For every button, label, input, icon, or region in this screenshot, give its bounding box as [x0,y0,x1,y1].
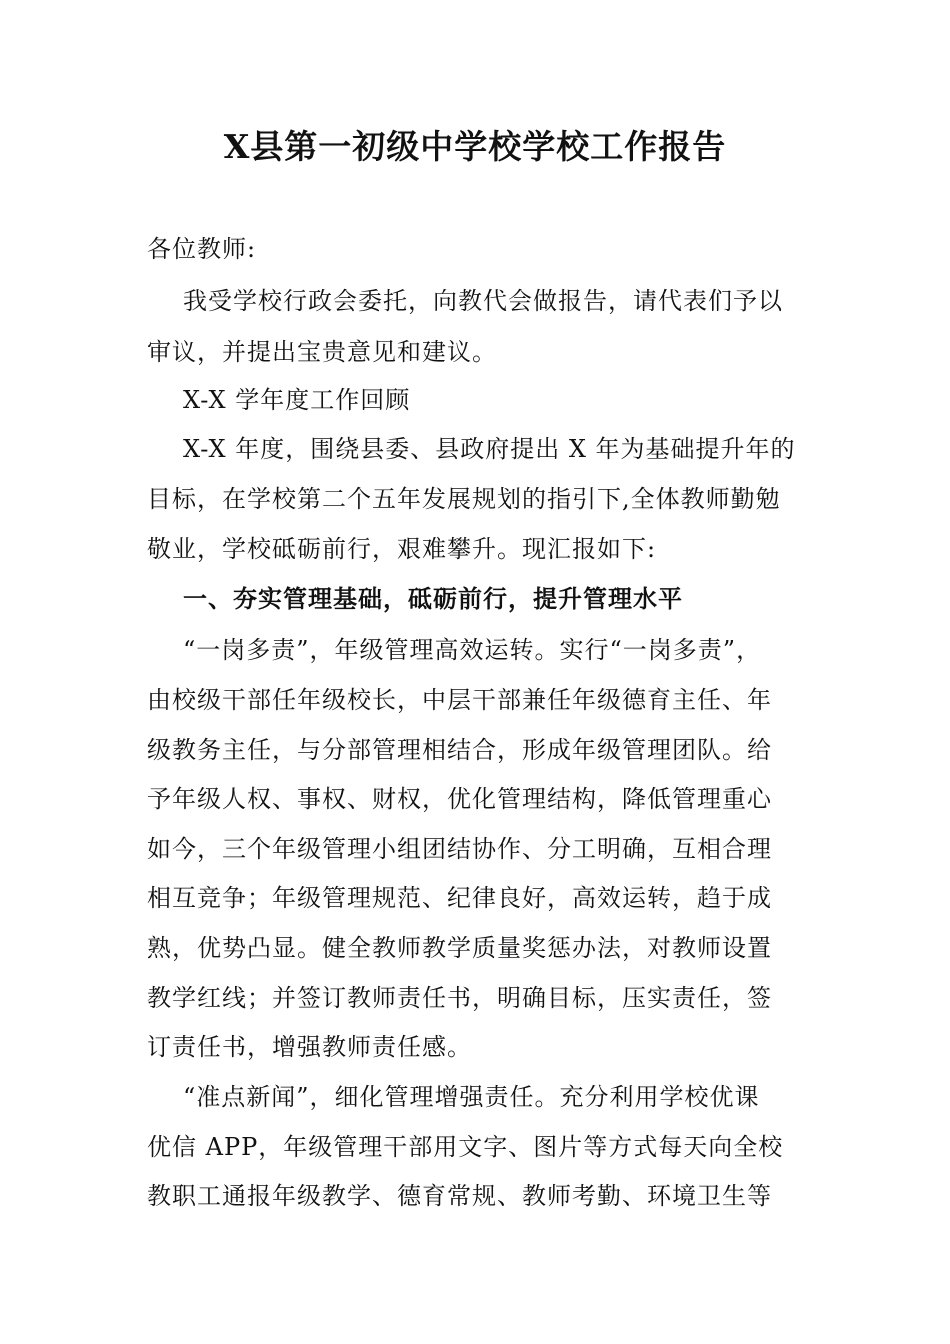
paragraph-line: “准点新闻”，细化管理增强责任。充分利用学校优课 [183,1083,760,1111]
paragraph-line: 订责任书，增强教师责任感。 [147,1033,472,1061]
section-heading: X-X 学年度工作回顾 [183,386,411,414]
salutation: 各位教师: [147,235,257,263]
paragraph-line: 审议，并提出宝贵意见和建议。 [147,338,497,366]
paragraph-line: 如今，三个年级管理小组团结协作、分工明确，互相合理 [147,835,772,863]
paragraph-line: 由校级干部任年级校长，中层干部兼任年级德育主任、年 [147,686,772,714]
paragraph-line: “一岗多责”，年级管理高效运转。实行“一岗多责”， [183,636,762,664]
paragraph-line: 教职工通报年级教学、德育常规、教师考勤、环境卫生等 [147,1182,772,1210]
paragraph-line: 相互竞争；年级管理规范、纪律良好，高效运转，趋于成 [147,884,772,912]
paragraph-line: 我受学校行政会委托，向教代会做报告，请代表们予以 [183,287,783,315]
document-title: X县第一初级中学校学校工作报告 [223,127,727,166]
paragraph-line: 目标，在学校第二个五年发展规划的指引下,全体教师勤勉 [147,485,781,513]
subheading: 一、夯实管理基础，砥砺前行，提升管理水平 [183,584,683,613]
paragraph-line: 优信 APP，年级管理干部用文字、图片等方式每天向全校 [147,1133,784,1161]
paragraph-line: 予年级人权、事权、财权，优化管理结构，降低管理重心 [147,785,772,813]
paragraph-line: 级教务主任，与分部管理相结合，形成年级管理团队。给 [147,736,772,764]
paragraph-line: X-X 年度，围绕县委、县政府提出 X 年为基础提升年的 [183,435,796,463]
paragraph-line: 敬业，学校砥砺前行，艰难攀升。现汇报如下: [147,535,657,563]
paragraph-line: 教学红线；并签订教师责任书，明确目标，压实责任，签 [147,984,772,1012]
paragraph-line: 熟，优势凸显。健全教师教学质量奖惩办法，对教师设置 [147,934,772,962]
